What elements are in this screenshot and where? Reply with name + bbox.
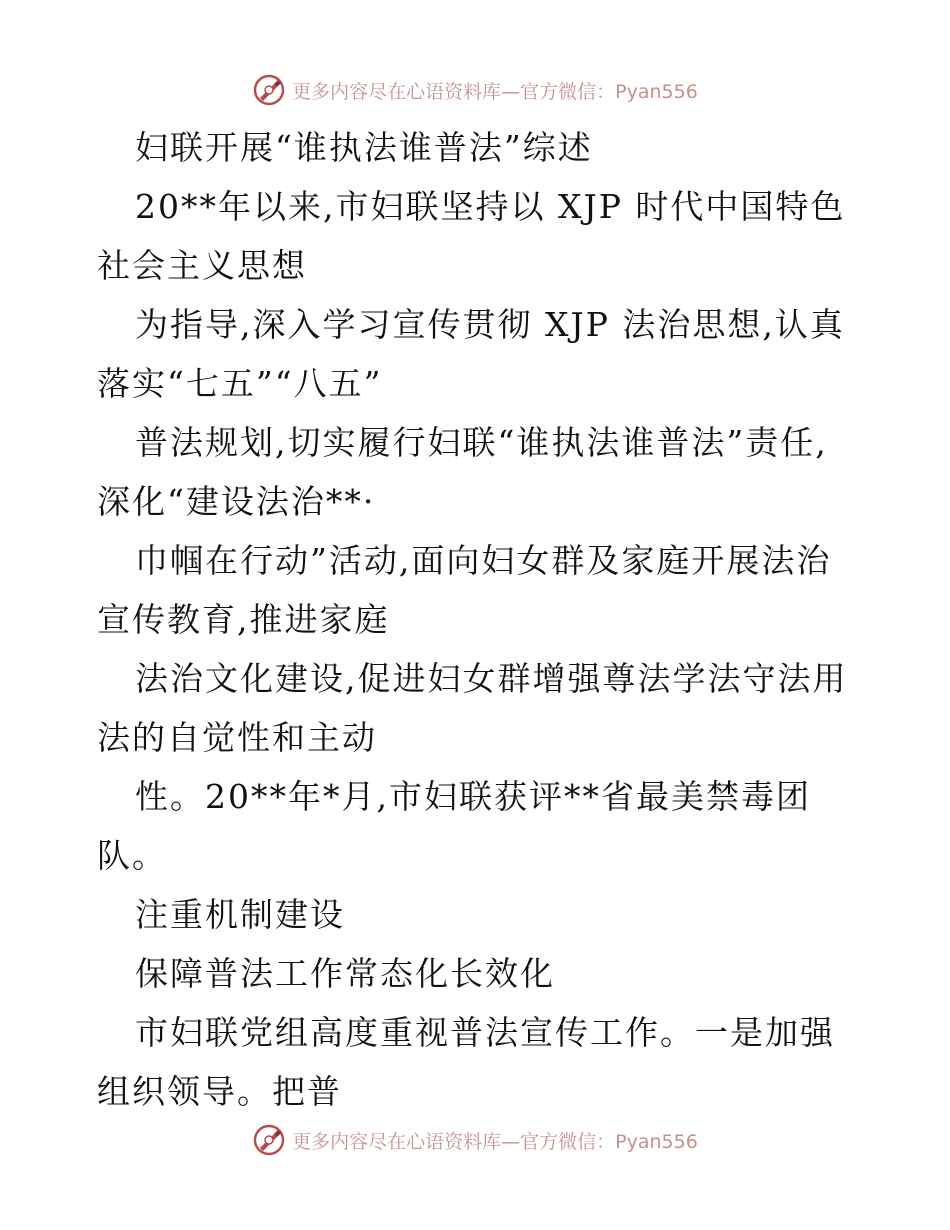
document-title: 妇联开展“谁执法谁普法”综述 [135, 128, 593, 167]
watermark-text: 更多内容尽在心语资料库—官方微信：Pyan556 [292, 80, 698, 103]
pen-logo-icon [252, 73, 286, 107]
document-body [97, 118, 857, 1121]
paragraph: 市妇联党组高度重视普法宣传工作。一是加强组织领导。把普 [97, 1013, 835, 1111]
section-subheading: 保障普法工作常态化长效化 [135, 954, 555, 993]
paragraph: 法治文化建设,促进妇女群增强尊法学法守法用法的自觉性和主动 [97, 659, 848, 757]
paragraph: 为指导,深入学习宣传贯彻 XJP 法治思想,认真落实“七五”“八五” [97, 305, 845, 403]
paragraph: 普法规划,切实履行妇联“谁执法谁普法”责任,深化“建设法治**· [97, 423, 828, 521]
paragraph: 性。20**年*月,市妇联获评**省最美禁毒团队。 [97, 777, 811, 875]
watermark-footer [0, 1120, 950, 1160]
paragraph: 巾帼在行动”活动,面向妇女群及家庭开展法治宣传教育,推进家庭 [97, 541, 832, 639]
pen-logo-icon [252, 1123, 286, 1157]
watermark-header [0, 70, 950, 110]
paragraph: 20**年以来,市妇联坚持以 XJP 时代中国特色社会主义思想 [97, 187, 846, 285]
watermark-text: 更多内容尽在心语资料库—官方微信：Pyan556 [292, 1130, 698, 1153]
section-heading: 注重机制建设 [135, 895, 345, 934]
